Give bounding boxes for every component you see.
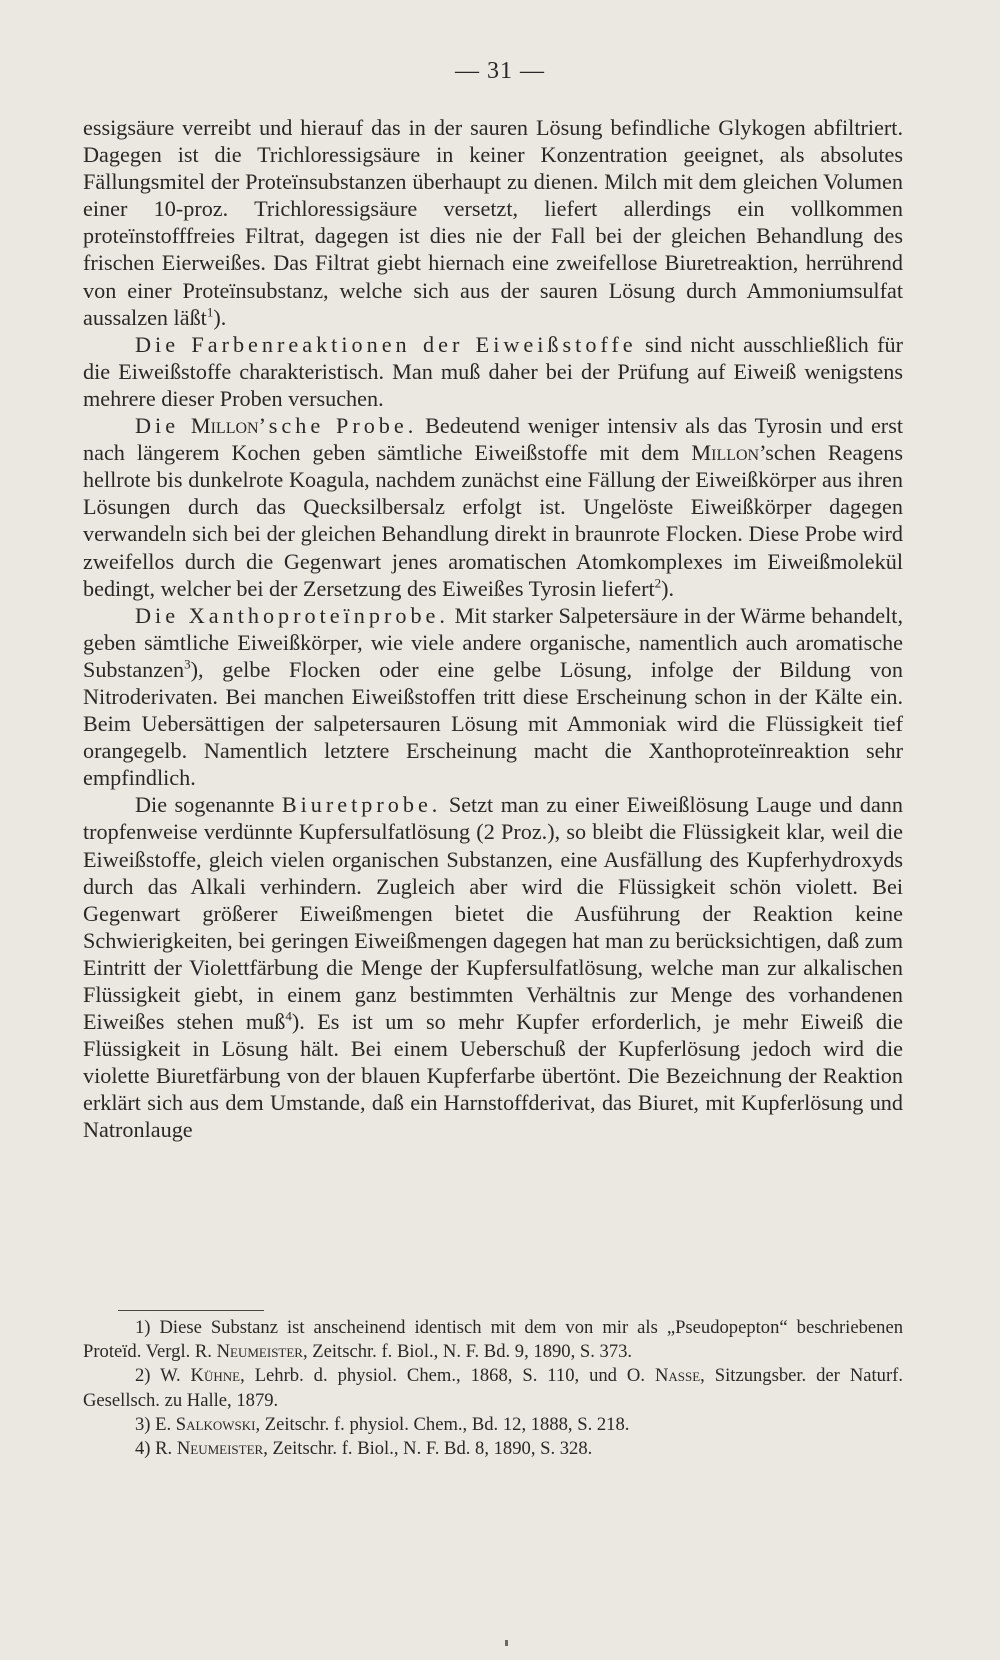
author-name-millon-2: Millon [691, 440, 760, 466]
footnote-1-text-a: 1) Diese Substanz ist anscheinend identisch mit dem von mir als „Pseudopepton“ beschriebenen Proteïd. Vergl. R. [83, 1317, 903, 1363]
paragraph-4-text-b: ), gelbe Flocken oder eine gelbe Lösung, infolge der Bildung von Nitroderivaten. Bei manchen Eiweißstoffen tritt diese Erscheinung schon in der Kälte ein. Beim Uebersättigen der salpetersauren Lösung mit Ammoniak wird die Flüssigkeit tief orangegelb. Namentlich letztere Erscheinung macht die Xanthoproteïnreaktion sehr empfindlich. [83, 656, 903, 791]
section-heading-biuretprobe: Biuretprobe. [281, 792, 442, 818]
footnote-divider [118, 1310, 264, 1311]
footnote-3-author: Salkowski [175, 1413, 256, 1435]
body-text [83, 114, 903, 1144]
paragraph-3-text-b: ’schen Reagens hellrote bis dunkelrote Koagula, nachdem zunächst eine Fällung der Eiweißkörper aus ihren Lösungen durch das Quecksilbersalz erfolgt ist. Ungelöste Eiweißkörper dagegen verwandeln sich bei der gleichen Behandlung direkt in braunrote Flocken. Diese Probe wird zweifellos durch die Gegenwart jenes aromatischen Atomkomplexes im Eiweißmolekül bedingt, welcher bei der Zersetzung des Eiweißes Tyrosin liefert [83, 440, 903, 601]
paragraph-5 [83, 791, 903, 1143]
footnote-ref-3: 3 [184, 656, 191, 672]
paragraph-4 [83, 602, 903, 792]
paragraph-5-pre: Die sogenannte [135, 792, 282, 818]
paragraph-1 [83, 114, 903, 331]
section-heading-millon-a: Die [135, 413, 191, 439]
printer-mark [505, 1640, 508, 1646]
author-name-millon: Millon [190, 413, 259, 439]
paragraph-2-text: sind nicht ausschließlich für die Eiweißstoffe charakteristisch. Man muß daher bei der Prüfung auf Eiweiß wenigstens mehrere dieser Proben versuchen. [83, 331, 903, 411]
footnote-ref-2: 2 [654, 575, 662, 591]
footnote-4-author: Neumeister [176, 1438, 264, 1460]
paragraph-1-end: ). [213, 304, 227, 330]
paragraph-3-end: ). [661, 575, 675, 601]
paragraph-2 [83, 331, 903, 412]
footnote-4 [83, 1437, 903, 1461]
footnote-1-text-b: , Zeitschr. f. Biol., N. F. Bd. 9, 1890, S. 373. [302, 1341, 633, 1363]
section-heading-millon-b: ’sche Probe. [258, 413, 418, 439]
paragraph-3-text-a: Bedeutend weniger intensiv als das Tyrosin und erst nach längerem Kochen geben sämtliche Eiweißstoffe mit dem [83, 413, 903, 466]
paragraph-5-text-b: ). Es ist um so mehr Kupfer erforderlich, je mehr Eiweiß die Flüssigkeit in Lösung hält. Bei einem Ueberschuß der Kupferlösung jedoch wird die violette Biuretfärbung von der blauen Kupferfarbe übertönt. Die Bezeichnung der Reaktion erklärt sich aus dem Umstande, daß ein Harnstoffderivat, das Biuret, mit Kupferlösung und Natronlauge [83, 1009, 903, 1143]
paragraph-1-text: essigsäure verreibt und hierauf das in der sauren Lösung befindliche Glykogen abfiltriert. Dagegen ist die Trichloressigsäure in keiner Konzentration geeignet, als absolutes Fällungsmitel der Proteïnsubstanzen überhaupt zu dienen. Milch mit dem gleichen Volumen einer 10-proz. Trichloressigsäure versetzt, liefert allerdings ein vollkommen proteïnstofffreies Filtrat, dagegen ist dies nie der Fall bei der gleichen Behandlung des frischen Eierweißes. Das Filtrat giebt hiernach eine zweifellose Biuretreaktion, herrührend von einer Proteïnsubstanz, welche sich aus der sauren Lösung durch Ammoniumsulfat aussalzen läßt [83, 115, 903, 330]
footnote-3-text-b: , Zeitschr. f. physiol. Chem., Bd. 12, 1888, S. 218. [255, 1413, 630, 1435]
section-heading-xanthoprotein: Die Xanthoproteïnprobe. [135, 602, 449, 628]
section-heading-farbenreaktionen: Die Farbenreaktionen der Eiweißstoffe [135, 331, 637, 357]
footnote-2 [83, 1364, 903, 1412]
paragraph-3 [83, 412, 903, 602]
paragraph-5-text-a: Setzt man zu einer Eiweißlösung Lauge und dann tropfenweise verdünnte Kupfersulfatlösung (2 Proz.), so bleibt die Flüssigkeit klar, weil die Eiweißstoffe, gleich vielen organischen Substanzen, eine Ausfällung des Kupferhydroxyds durch das Alkali verhindern. Zugleich aber wird die Flüssigkeit schön violett. Bei Gegenwart größerer Eiweißmengen bietet die Ausführung der Reaktion keine Schwierigkeiten, bei geringen Eiweißmengen dagegen hat man zu berücksichtigen, daß zum Eintritt der Violettfärbung die Menge der Kupfersulfatlösung, welche man zur alkalischen Flüssigkeit giebt, in einem ganz bestimmten Verhältnis zur Menge des vorhandenen Eiweißes stehen muß [83, 792, 903, 1035]
footnote-2-text-b: , Lehrb. d. physiol. Chem., 1868, S. 110, und O. [240, 1365, 655, 1387]
paragraph-4-text-a: Mit starker Salpetersäure in der Wärme behandelt, geben sämtliche Eiweißkörper, wie viele andere organische, namentlich auch aromatische Substanzen [83, 602, 904, 682]
footnotes [83, 1316, 903, 1461]
footnote-3-text-a: 3) E. [135, 1413, 176, 1435]
footnote-1-author: Neumeister [216, 1341, 303, 1363]
footnote-ref-1: 1 [206, 304, 214, 320]
footnote-2-author-2: Nasse [654, 1365, 701, 1387]
footnote-3 [83, 1413, 903, 1437]
footnote-4-text-b: , Zeitschr. f. Biol., N. F. Bd. 8, 1890, S. 328. [263, 1438, 593, 1460]
footnote-ref-4: 4 [285, 1008, 292, 1024]
page-number: — 31 — [455, 58, 545, 84]
footnote-2-author: Kühne [190, 1365, 241, 1387]
footnote-2-text-c: , Sitzungsber. der Naturf. Gesellsch. zu Halle, 1879. [83, 1365, 903, 1411]
footnote-2-text-a: 2) W. [135, 1365, 191, 1387]
footnote-1 [83, 1316, 903, 1364]
footnote-4-text-a: 4) R. [135, 1438, 177, 1460]
